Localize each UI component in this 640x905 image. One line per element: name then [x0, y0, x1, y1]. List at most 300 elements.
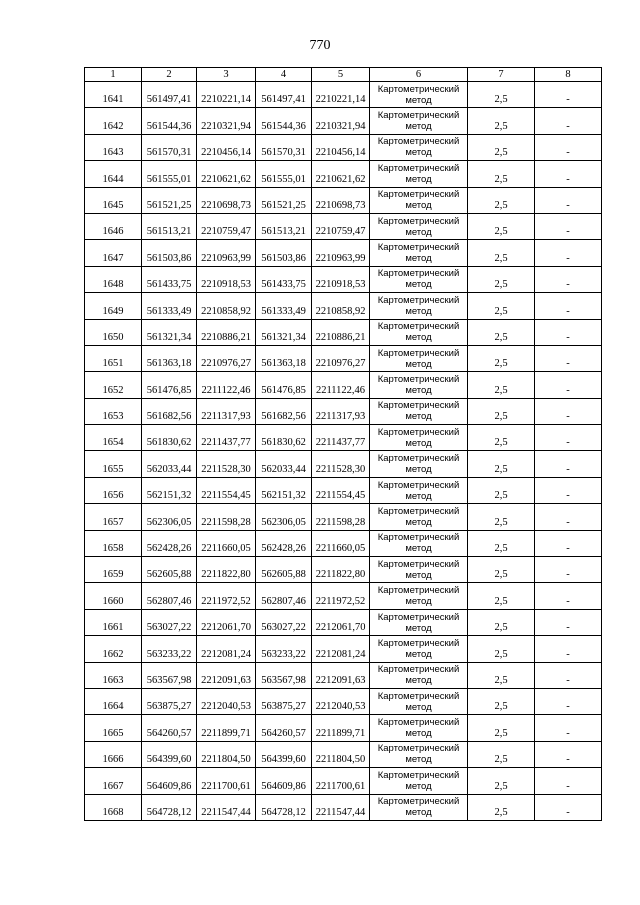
- point-number-cell: 1652: [85, 372, 142, 398]
- y2-cell: 2211554,45: [312, 477, 370, 503]
- x2-cell: 561830,62: [256, 425, 312, 451]
- description-cell: -: [535, 451, 602, 477]
- method-cell: [370, 609, 468, 635]
- method-line-1: Картометрический: [377, 136, 460, 148]
- method-line-1: Картометрический: [377, 611, 460, 623]
- description-cell: -: [535, 108, 602, 134]
- method-cell: [370, 662, 468, 688]
- y2-cell: 2211528,30: [312, 451, 370, 477]
- accuracy-cell: 2,5: [468, 688, 535, 714]
- x-cell: 563027,22: [142, 609, 197, 635]
- x2-cell: 561321,34: [256, 319, 312, 345]
- x2-cell: 561521,25: [256, 187, 312, 213]
- x-cell: 561544,36: [142, 108, 197, 134]
- accuracy-cell: 2,5: [468, 240, 535, 266]
- x-cell: 561555,01: [142, 161, 197, 187]
- point-number-cell: 1647: [85, 240, 142, 266]
- y-cell: 2211554,45: [197, 477, 256, 503]
- method-line-1: Картометрический: [377, 268, 460, 280]
- point-number-cell: 1656: [85, 477, 142, 503]
- y-cell: 2210918,53: [197, 266, 256, 292]
- accuracy-cell: 2,5: [468, 187, 535, 213]
- method-cell: [370, 134, 468, 160]
- method-line-1: Картометрический: [377, 189, 460, 201]
- y2-cell: 2210456,14: [312, 134, 370, 160]
- y-cell: 2210221,14: [197, 82, 256, 108]
- y2-cell: 2211822,80: [312, 557, 370, 583]
- table-row: [85, 187, 602, 213]
- accuracy-cell: 2,5: [468, 794, 535, 820]
- x-cell: 561476,85: [142, 372, 197, 398]
- x2-cell: 562428,26: [256, 530, 312, 556]
- point-number-cell: 1666: [85, 741, 142, 767]
- x2-cell: 564609,86: [256, 768, 312, 794]
- table-row: [85, 213, 602, 239]
- y2-cell: 2211598,28: [312, 504, 370, 530]
- x-cell: 562151,32: [142, 477, 197, 503]
- table-row: [85, 240, 602, 266]
- method-cell: [370, 477, 468, 503]
- y-cell: 2211317,93: [197, 398, 256, 424]
- y-cell: 2211660,05: [197, 530, 256, 556]
- point-number-cell: 1648: [85, 266, 142, 292]
- description-cell: -: [535, 662, 602, 688]
- description-cell: -: [535, 266, 602, 292]
- y2-cell: 2211804,50: [312, 741, 370, 767]
- method-cell: [370, 108, 468, 134]
- point-number-cell: 1668: [85, 794, 142, 820]
- method-cell: [370, 741, 468, 767]
- method-line-1: Картометрический: [377, 400, 460, 412]
- table-row: [85, 161, 602, 187]
- x2-cell: 562151,32: [256, 477, 312, 503]
- y2-cell: 2210976,27: [312, 345, 370, 371]
- y2-cell: 2210698,73: [312, 187, 370, 213]
- x-cell: 562428,26: [142, 530, 197, 556]
- y2-cell: 2210221,14: [312, 82, 370, 108]
- y2-cell: 2212081,24: [312, 636, 370, 662]
- method-line-1: Картометрический: [377, 242, 460, 254]
- point-number-cell: 1642: [85, 108, 142, 134]
- method-cell: [370, 319, 468, 345]
- x2-cell: 562033,44: [256, 451, 312, 477]
- point-number-cell: 1654: [85, 425, 142, 451]
- point-number-cell: 1659: [85, 557, 142, 583]
- x-cell: 564728,12: [142, 794, 197, 820]
- description-cell: -: [535, 609, 602, 635]
- x-cell: 561513,21: [142, 213, 197, 239]
- accuracy-cell: 2,5: [468, 266, 535, 292]
- method-line-2: метод: [405, 173, 432, 185]
- method-line-1: Картометрический: [377, 743, 460, 755]
- accuracy-cell: 2,5: [468, 609, 535, 635]
- x-cell: 561497,41: [142, 82, 197, 108]
- method-cell: [370, 688, 468, 714]
- y2-cell: 2210918,53: [312, 266, 370, 292]
- description-cell: -: [535, 293, 602, 319]
- method-line-2: метод: [405, 437, 432, 449]
- method-cell: [370, 768, 468, 794]
- method-line-2: метод: [405, 807, 432, 819]
- x2-cell: 561476,85: [256, 372, 312, 398]
- description-cell: -: [535, 477, 602, 503]
- method-line-1: Картометрический: [377, 585, 460, 597]
- method-line-1: Картометрический: [377, 215, 460, 227]
- accuracy-cell: 2,5: [468, 161, 535, 187]
- x-cell: 561321,34: [142, 319, 197, 345]
- x-cell: 563233,22: [142, 636, 197, 662]
- method-line-1: Картометрический: [377, 162, 460, 174]
- description-cell: -: [535, 240, 602, 266]
- x-cell: 561570,31: [142, 134, 197, 160]
- method-line-1: Картометрический: [377, 637, 460, 649]
- y2-cell: 2211122,46: [312, 372, 370, 398]
- x2-cell: 564728,12: [256, 794, 312, 820]
- method-line-1: Картометрический: [377, 505, 460, 517]
- method-line-1: Картометрический: [377, 294, 460, 306]
- column-header: 7: [468, 68, 535, 82]
- accuracy-cell: 2,5: [468, 636, 535, 662]
- method-line-1: Картометрический: [377, 83, 460, 95]
- table-row: [85, 266, 602, 292]
- point-number-cell: 1645: [85, 187, 142, 213]
- y2-cell: 2210963,99: [312, 240, 370, 266]
- method-line-1: Картометрический: [377, 321, 460, 333]
- accuracy-cell: 2,5: [468, 372, 535, 398]
- method-cell: [370, 636, 468, 662]
- column-header: 8: [535, 68, 602, 82]
- method-line-2: метод: [405, 780, 432, 792]
- x2-cell: 563233,22: [256, 636, 312, 662]
- method-line-2: метод: [405, 754, 432, 766]
- y2-cell: 2211660,05: [312, 530, 370, 556]
- point-number-cell: 1651: [85, 345, 142, 371]
- x2-cell: 562306,05: [256, 504, 312, 530]
- method-line-2: метод: [405, 675, 432, 687]
- method-line-2: метод: [405, 147, 432, 159]
- point-number-cell: 1655: [85, 451, 142, 477]
- method-cell: [370, 504, 468, 530]
- method-line-2: метод: [405, 569, 432, 581]
- method-line-1: Картометрический: [377, 796, 460, 808]
- method-line-1: Картометрический: [377, 479, 460, 491]
- method-cell: [370, 398, 468, 424]
- y-cell: 2211122,46: [197, 372, 256, 398]
- method-line-2: метод: [405, 464, 432, 476]
- y-cell: 2210456,14: [197, 134, 256, 160]
- x2-cell: 563567,98: [256, 662, 312, 688]
- y-cell: 2211700,61: [197, 768, 256, 794]
- accuracy-cell: 2,5: [468, 477, 535, 503]
- x-cell: 562033,44: [142, 451, 197, 477]
- point-number-cell: 1649: [85, 293, 142, 319]
- y-cell: 2211972,52: [197, 583, 256, 609]
- table-row: [85, 372, 602, 398]
- x-cell: 561521,25: [142, 187, 197, 213]
- method-cell: [370, 451, 468, 477]
- point-number-cell: 1643: [85, 134, 142, 160]
- description-cell: -: [535, 768, 602, 794]
- method-line-1: Картометрический: [377, 717, 460, 729]
- table-row: [85, 319, 602, 345]
- accuracy-cell: 2,5: [468, 451, 535, 477]
- y2-cell: 2211899,71: [312, 715, 370, 741]
- x-cell: 564260,57: [142, 715, 197, 741]
- description-cell: -: [535, 688, 602, 714]
- x-cell: 562807,46: [142, 583, 197, 609]
- description-cell: -: [535, 504, 602, 530]
- description-cell: -: [535, 372, 602, 398]
- description-cell: -: [535, 715, 602, 741]
- method-line-2: метод: [405, 596, 432, 608]
- method-line-2: метод: [405, 253, 432, 265]
- accuracy-cell: 2,5: [468, 768, 535, 794]
- point-number-cell: 1662: [85, 636, 142, 662]
- description-cell: -: [535, 187, 602, 213]
- method-line-1: Картометрический: [377, 373, 460, 385]
- description-cell: -: [535, 530, 602, 556]
- table-row: [85, 345, 602, 371]
- method-cell: [370, 794, 468, 820]
- method-line-2: метод: [405, 543, 432, 555]
- method-line-1: Картометрический: [377, 532, 460, 544]
- method-cell: [370, 715, 468, 741]
- y-cell: 2212040,53: [197, 688, 256, 714]
- point-number-cell: 1661: [85, 609, 142, 635]
- accuracy-cell: 2,5: [468, 398, 535, 424]
- method-cell: [370, 82, 468, 108]
- method-line-2: метод: [405, 94, 432, 106]
- method-line-2: метод: [405, 648, 432, 660]
- y2-cell: 2211547,44: [312, 794, 370, 820]
- x2-cell: 561497,41: [256, 82, 312, 108]
- table-row: [85, 794, 602, 820]
- method-cell: [370, 266, 468, 292]
- y2-cell: 2212061,70: [312, 609, 370, 635]
- table-row: [85, 451, 602, 477]
- y2-cell: 2211437,77: [312, 425, 370, 451]
- description-cell: -: [535, 161, 602, 187]
- column-header: 4: [256, 68, 312, 82]
- table-row: [85, 293, 602, 319]
- method-cell: [370, 530, 468, 556]
- method-line-2: метод: [405, 728, 432, 740]
- x-cell: 561363,18: [142, 345, 197, 371]
- point-number-cell: 1644: [85, 161, 142, 187]
- accuracy-cell: 2,5: [468, 530, 535, 556]
- y-cell: 2211822,80: [197, 557, 256, 583]
- method-line-2: метод: [405, 358, 432, 370]
- table-row: [85, 398, 602, 424]
- table-row: [85, 82, 602, 108]
- method-line-2: метод: [405, 384, 432, 396]
- y-cell: 2211547,44: [197, 794, 256, 820]
- y2-cell: 2210621,62: [312, 161, 370, 187]
- coordinates-table: [84, 67, 602, 821]
- table-row: [85, 688, 602, 714]
- y2-cell: 2210858,92: [312, 293, 370, 319]
- method-cell: [370, 213, 468, 239]
- x2-cell: 563875,27: [256, 688, 312, 714]
- description-cell: -: [535, 82, 602, 108]
- y-cell: 2211528,30: [197, 451, 256, 477]
- x2-cell: 562605,88: [256, 557, 312, 583]
- column-header: 1: [85, 68, 142, 82]
- method-cell: [370, 240, 468, 266]
- method-line-1: Картометрический: [377, 453, 460, 465]
- method-line-1: Картометрический: [377, 426, 460, 438]
- method-cell: [370, 345, 468, 371]
- method-line-1: Картометрический: [377, 664, 460, 676]
- point-number-cell: 1646: [85, 213, 142, 239]
- y-cell: 2212081,24: [197, 636, 256, 662]
- method-line-1: Картометрический: [377, 110, 460, 122]
- accuracy-cell: 2,5: [468, 504, 535, 530]
- y2-cell: 2212091,63: [312, 662, 370, 688]
- accuracy-cell: 2,5: [468, 425, 535, 451]
- description-cell: -: [535, 345, 602, 371]
- method-line-1: Картометрический: [377, 558, 460, 570]
- table-row: [85, 768, 602, 794]
- column-header: 3: [197, 68, 256, 82]
- method-line-2: метод: [405, 622, 432, 634]
- x-cell: 561830,62: [142, 425, 197, 451]
- method-line-1: Картометрический: [377, 690, 460, 702]
- description-cell: -: [535, 794, 602, 820]
- method-cell: [370, 161, 468, 187]
- x2-cell: 561682,56: [256, 398, 312, 424]
- accuracy-cell: 2,5: [468, 213, 535, 239]
- accuracy-cell: 2,5: [468, 345, 535, 371]
- accuracy-cell: 2,5: [468, 715, 535, 741]
- x-cell: 562605,88: [142, 557, 197, 583]
- table-row: [85, 477, 602, 503]
- x2-cell: 561555,01: [256, 161, 312, 187]
- y-cell: 2211804,50: [197, 741, 256, 767]
- description-cell: -: [535, 134, 602, 160]
- page-number: 770: [309, 38, 331, 53]
- table-row: [85, 715, 602, 741]
- point-number-cell: 1650: [85, 319, 142, 345]
- y-cell: 2211437,77: [197, 425, 256, 451]
- table-header-row: [85, 68, 602, 82]
- method-line-2: метод: [405, 332, 432, 344]
- x2-cell: 561333,49: [256, 293, 312, 319]
- x2-cell: 561433,75: [256, 266, 312, 292]
- point-number-cell: 1667: [85, 768, 142, 794]
- table-row: [85, 425, 602, 451]
- method-line-2: метод: [405, 121, 432, 133]
- x-cell: 561333,49: [142, 293, 197, 319]
- x2-cell: 564399,60: [256, 741, 312, 767]
- method-cell: [370, 372, 468, 398]
- accuracy-cell: 2,5: [468, 108, 535, 134]
- x2-cell: 561503,86: [256, 240, 312, 266]
- method-cell: [370, 187, 468, 213]
- table-row: [85, 504, 602, 530]
- method-line-2: метод: [405, 279, 432, 291]
- x2-cell: 561544,36: [256, 108, 312, 134]
- y-cell: 2210976,27: [197, 345, 256, 371]
- y2-cell: 2210759,47: [312, 213, 370, 239]
- method-cell: [370, 293, 468, 319]
- point-number-cell: 1641: [85, 82, 142, 108]
- method-line-1: Картометрический: [377, 769, 460, 781]
- accuracy-cell: 2,5: [468, 583, 535, 609]
- table-row: [85, 134, 602, 160]
- table-row: [85, 609, 602, 635]
- method-line-2: метод: [405, 305, 432, 317]
- x2-cell: 561513,21: [256, 213, 312, 239]
- accuracy-cell: 2,5: [468, 662, 535, 688]
- x-cell: 564609,86: [142, 768, 197, 794]
- x-cell: 561503,86: [142, 240, 197, 266]
- column-header: 5: [312, 68, 370, 82]
- y2-cell: 2210886,21: [312, 319, 370, 345]
- point-number-cell: 1660: [85, 583, 142, 609]
- accuracy-cell: 2,5: [468, 557, 535, 583]
- accuracy-cell: 2,5: [468, 82, 535, 108]
- method-cell: [370, 557, 468, 583]
- description-cell: -: [535, 398, 602, 424]
- y-cell: 2212061,70: [197, 609, 256, 635]
- method-line-2: метод: [405, 490, 432, 502]
- description-cell: -: [535, 425, 602, 451]
- y-cell: 2210321,94: [197, 108, 256, 134]
- method-line-1: Картометрический: [377, 347, 460, 359]
- y-cell: 2210858,92: [197, 293, 256, 319]
- point-number-cell: 1664: [85, 688, 142, 714]
- column-header: 2: [142, 68, 197, 82]
- point-number-cell: 1658: [85, 530, 142, 556]
- y2-cell: 2211972,52: [312, 583, 370, 609]
- x-cell: 561682,56: [142, 398, 197, 424]
- x-cell: 563567,98: [142, 662, 197, 688]
- description-cell: -: [535, 319, 602, 345]
- description-cell: -: [535, 557, 602, 583]
- point-number-cell: 1657: [85, 504, 142, 530]
- table-row: [85, 636, 602, 662]
- method-line-2: метод: [405, 411, 432, 423]
- table-row: [85, 530, 602, 556]
- x-cell: 563875,27: [142, 688, 197, 714]
- y-cell: 2210886,21: [197, 319, 256, 345]
- y-cell: 2210698,73: [197, 187, 256, 213]
- table-row: [85, 557, 602, 583]
- y2-cell: 2211700,61: [312, 768, 370, 794]
- point-number-cell: 1665: [85, 715, 142, 741]
- y2-cell: 2210321,94: [312, 108, 370, 134]
- accuracy-cell: 2,5: [468, 741, 535, 767]
- point-number-cell: 1653: [85, 398, 142, 424]
- method-line-2: метод: [405, 516, 432, 528]
- column-header: 6: [370, 68, 468, 82]
- table-row: [85, 741, 602, 767]
- y2-cell: 2212040,53: [312, 688, 370, 714]
- method-cell: [370, 583, 468, 609]
- x-cell: 564399,60: [142, 741, 197, 767]
- method-cell: [370, 425, 468, 451]
- y-cell: 2212091,63: [197, 662, 256, 688]
- accuracy-cell: 2,5: [468, 293, 535, 319]
- x-cell: 561433,75: [142, 266, 197, 292]
- x2-cell: 561363,18: [256, 345, 312, 371]
- accuracy-cell: 2,5: [468, 319, 535, 345]
- table-row: [85, 662, 602, 688]
- y-cell: 2210963,99: [197, 240, 256, 266]
- accuracy-cell: 2,5: [468, 134, 535, 160]
- x2-cell: 563027,22: [256, 609, 312, 635]
